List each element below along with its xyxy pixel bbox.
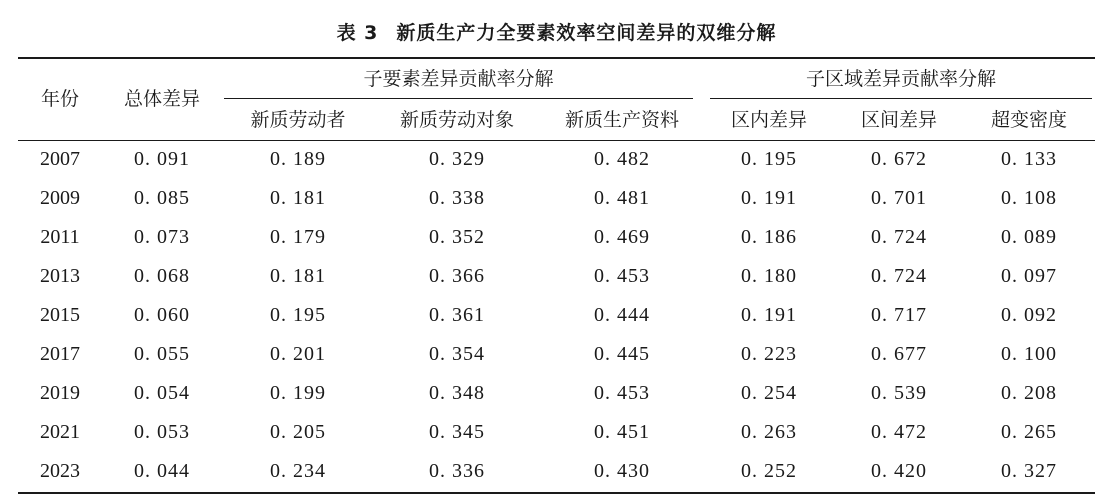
year-cell: 2021 [40, 421, 80, 443]
header-bottom-rule [18, 140, 1095, 141]
header-year: 年份 [40, 88, 79, 110]
value-cell: 0. 133 [1001, 148, 1057, 170]
table-number: 表 3 [336, 22, 379, 44]
header-sub-object: 新质劳动对象 [399, 109, 514, 131]
value-cell: 0. 055 [134, 343, 190, 365]
header-sub-hyper: 超变密度 [990, 109, 1067, 131]
value-cell: 0. 453 [594, 265, 650, 287]
value-cell: 0. 201 [270, 343, 326, 365]
value-cell: 0. 482 [594, 148, 650, 170]
value-cell: 0. 724 [871, 226, 927, 248]
value-cell: 0. 366 [429, 265, 485, 287]
value-cell: 0. 254 [741, 382, 797, 404]
value-cell: 0. 672 [871, 148, 927, 170]
year-cell: 2015 [40, 304, 80, 326]
year-cell: 2017 [40, 343, 80, 365]
year-cell: 2011 [40, 226, 80, 248]
value-cell: 0. 472 [871, 421, 927, 443]
region-group-rule [710, 98, 1092, 99]
value-cell: 0. 068 [134, 265, 190, 287]
value-cell: 0. 539 [871, 382, 927, 404]
header-group-region: 子区域差异贡献率分解 [805, 68, 996, 90]
value-cell: 0. 191 [741, 304, 797, 326]
table-title: 新质生产力全要素效率空间差异的双维分解 [396, 22, 777, 44]
value-cell: 0. 189 [270, 148, 326, 170]
value-cell: 0. 451 [594, 421, 650, 443]
value-cell: 0. 430 [594, 460, 650, 482]
year-cell: 2007 [40, 148, 80, 170]
value-cell: 0. 445 [594, 343, 650, 365]
value-cell: 0. 345 [429, 421, 485, 443]
value-cell: 0. 352 [429, 226, 485, 248]
value-cell: 0. 420 [871, 460, 927, 482]
header-sub-means: 新质生产资料 [564, 109, 679, 131]
value-cell: 0. 180 [741, 265, 797, 287]
value-cell: 0. 453 [594, 382, 650, 404]
value-cell: 0. 053 [134, 421, 190, 443]
value-cell: 0. 701 [871, 187, 927, 209]
value-cell: 0. 677 [871, 343, 927, 365]
value-cell: 0. 085 [134, 187, 190, 209]
value-cell: 0. 252 [741, 460, 797, 482]
value-cell: 0. 223 [741, 343, 797, 365]
value-cell: 0. 181 [270, 187, 326, 209]
header-sub-inter: 区间差异 [860, 109, 937, 131]
factor-group-rule [224, 98, 693, 99]
value-cell: 0. 073 [134, 226, 190, 248]
value-cell: 0. 208 [1001, 382, 1057, 404]
value-cell: 0. 444 [594, 304, 650, 326]
year-cell: 2023 [40, 460, 80, 482]
value-cell: 0. 089 [1001, 226, 1057, 248]
value-cell: 0. 097 [1001, 265, 1057, 287]
value-cell: 0. 348 [429, 382, 485, 404]
value-cell: 0. 100 [1001, 343, 1057, 365]
value-cell: 0. 191 [741, 187, 797, 209]
bottom-rule [18, 492, 1095, 494]
value-cell: 0. 054 [134, 382, 190, 404]
value-cell: 0. 181 [270, 265, 326, 287]
value-cell: 0. 186 [741, 226, 797, 248]
year-cell: 2013 [40, 265, 80, 287]
value-cell: 0. 205 [270, 421, 326, 443]
value-cell: 0. 724 [871, 265, 927, 287]
year-cell: 2009 [40, 187, 80, 209]
value-cell: 0. 091 [134, 148, 190, 170]
value-cell: 0. 361 [429, 304, 485, 326]
header-sub-intra: 区内差异 [730, 109, 807, 131]
value-cell: 0. 044 [134, 460, 190, 482]
value-cell: 0. 481 [594, 187, 650, 209]
year-cell: 2019 [40, 382, 80, 404]
table-caption [0, 18, 1113, 45]
value-cell: 0. 108 [1001, 187, 1057, 209]
value-cell: 0. 199 [270, 382, 326, 404]
value-cell: 0. 354 [429, 343, 485, 365]
value-cell: 0. 092 [1001, 304, 1057, 326]
value-cell: 0. 179 [270, 226, 326, 248]
value-cell: 0. 329 [429, 148, 485, 170]
value-cell: 0. 060 [134, 304, 190, 326]
value-cell: 0. 265 [1001, 421, 1057, 443]
value-cell: 0. 327 [1001, 460, 1057, 482]
value-cell: 0. 234 [270, 460, 326, 482]
value-cell: 0. 336 [429, 460, 485, 482]
value-cell: 0. 195 [270, 304, 326, 326]
top-rule [18, 57, 1095, 59]
header-sub-labor: 新质劳动者 [250, 109, 346, 131]
value-cell: 0. 263 [741, 421, 797, 443]
value-cell: 0. 469 [594, 226, 650, 248]
value-cell: 0. 195 [741, 148, 797, 170]
value-cell: 0. 717 [871, 304, 927, 326]
value-cell: 0. 338 [429, 187, 485, 209]
header-overall: 总体差异 [123, 88, 200, 110]
header-group-factor: 子要素差异贡献率分解 [363, 68, 554, 90]
